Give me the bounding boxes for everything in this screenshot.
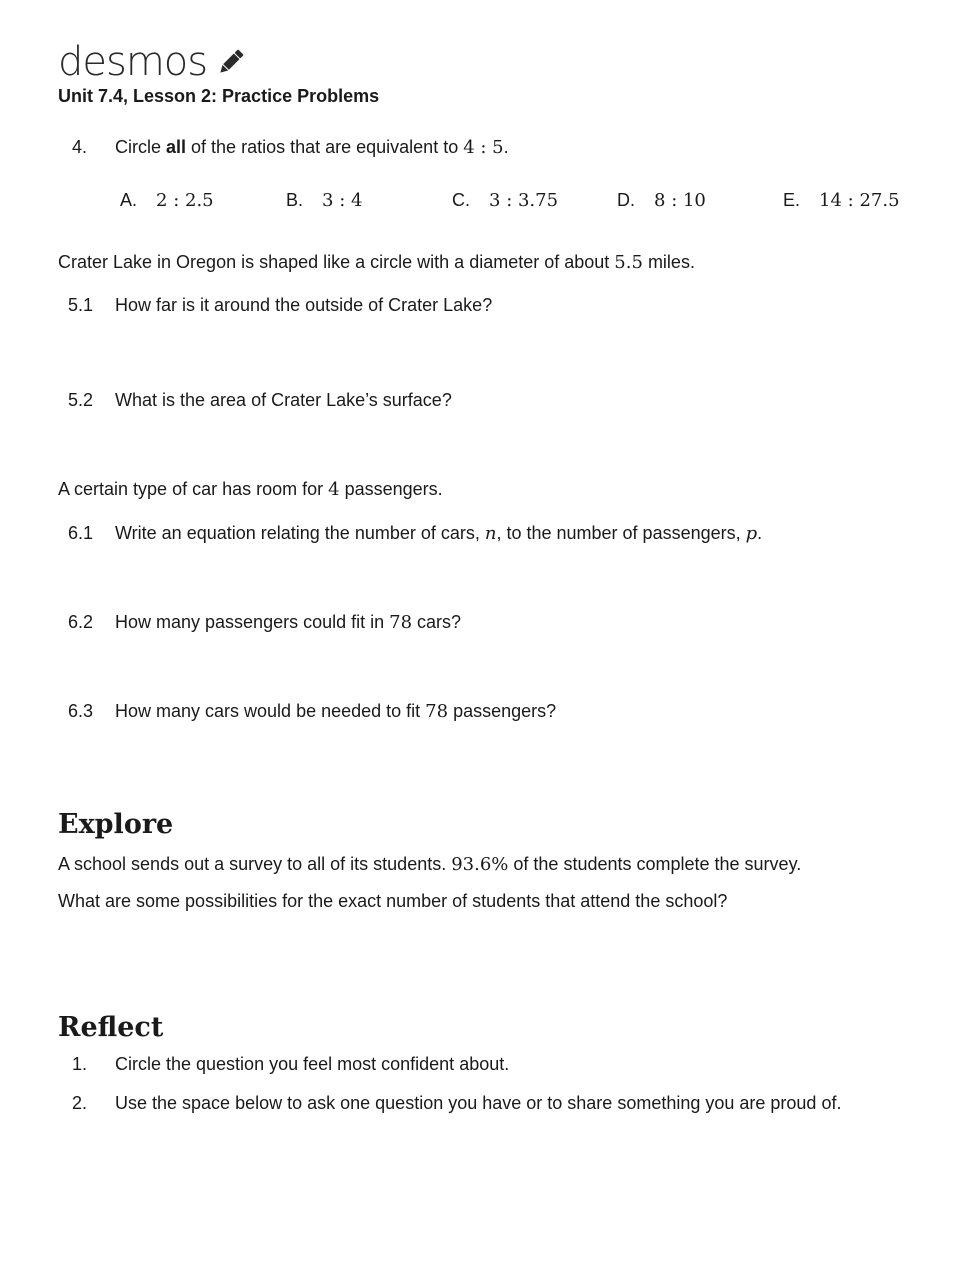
crater-intro-after: miles. <box>642 252 695 272</box>
q4-period: . <box>503 137 509 157</box>
q6-1-before: Write an equation relating the number of cars, <box>115 523 485 543</box>
option-letter: C. <box>452 190 470 210</box>
question-number: 6.3 <box>67 701 93 721</box>
question-6-2-text <box>115 612 461 633</box>
q6-1-mid: , to the number of passengers, <box>496 523 746 543</box>
q6-2-after: cars? <box>412 612 462 632</box>
option-letter: A. <box>120 190 138 210</box>
question-number: 2. <box>71 1093 87 1113</box>
question-number: 5.2 <box>67 390 93 410</box>
car-intro-value: 4 <box>328 479 340 500</box>
option-value: 2 : 2.5 <box>156 190 214 211</box>
variable-p: p <box>745 523 758 544</box>
q6-2-before: How many passengers could fit in <box>115 612 390 632</box>
q6-1-end: . <box>757 523 763 543</box>
option-e[interactable] <box>783 190 900 211</box>
q4-text-bold: all <box>166 137 187 157</box>
explore-line-2: What are some possibilities for the exact number of students that attend the school? <box>58 891 728 911</box>
page-subtitle: Unit 7.4, Lesson 2: Practice Problems <box>58 86 380 106</box>
crater-intro-value: 5.5 <box>614 252 643 273</box>
variable-n: n <box>484 523 497 544</box>
option-value: 3 : 3.75 <box>489 190 559 211</box>
q6-3-value: 78 <box>425 701 449 722</box>
explore-line-1 <box>58 854 801 875</box>
explore-heading: Explore <box>58 809 174 840</box>
q6-2-value: 78 <box>389 612 413 633</box>
option-value: 14 : 27.5 <box>819 190 900 211</box>
question-number: 6.2 <box>67 612 93 632</box>
explore-line-1-after: of the students complete the survey. <box>508 854 802 874</box>
car-intro-after: passengers. <box>339 479 443 499</box>
question-4-text <box>115 137 509 158</box>
q6-3-before: How many cars would be needed to fit <box>115 701 426 721</box>
option-a[interactable] <box>120 190 214 211</box>
car-intro-before: A certain type of car has room for <box>58 479 329 499</box>
option-letter: E. <box>783 190 801 210</box>
car-intro <box>58 479 443 500</box>
q4-ratio: 4 : 5 <box>463 137 504 158</box>
question-5-1-text: How far is it around the outside of Crater Lake? <box>115 295 493 315</box>
crater-intro-before: Crater Lake in Oregon is shaped like a circle with a diameter of about <box>58 252 615 272</box>
reflect-item-1: Circle the question you feel most confident about. <box>115 1054 510 1074</box>
question-number: 5.1 <box>67 295 93 315</box>
explore-line-1-before: A school sends out a survey to all of its students. <box>58 854 452 874</box>
question-6-1-text <box>115 523 762 544</box>
q4-text-before: Circle <box>115 137 167 157</box>
pencil-icon <box>207 42 247 83</box>
q4-text-after: of the ratios that are equivalent to <box>186 137 464 157</box>
desmos-logo <box>58 40 247 84</box>
explore-percent: 93.6% <box>451 854 509 875</box>
logo-text: desmos <box>58 39 208 85</box>
option-c[interactable] <box>452 190 558 211</box>
option-value: 3 : 4 <box>322 190 363 211</box>
option-b[interactable] <box>286 190 362 211</box>
question-number: 6.1 <box>67 523 93 543</box>
question-6-3-text <box>115 701 556 722</box>
reflect-item-2: Use the space below to ask one question you have or to share something you are proud of. <box>115 1093 842 1113</box>
option-value: 8 : 10 <box>654 190 706 211</box>
q6-3-after: passengers? <box>448 701 557 721</box>
question-number: 1. <box>71 1054 87 1074</box>
question-number: 4. <box>71 137 87 157</box>
crater-intro <box>58 252 695 273</box>
question-5-2-text: What is the area of Crater Lake’s surface? <box>115 390 452 410</box>
option-letter: D. <box>617 190 635 210</box>
reflect-heading: Reflect <box>58 1012 164 1043</box>
option-letter: B. <box>286 190 304 210</box>
option-d[interactable] <box>617 190 706 211</box>
